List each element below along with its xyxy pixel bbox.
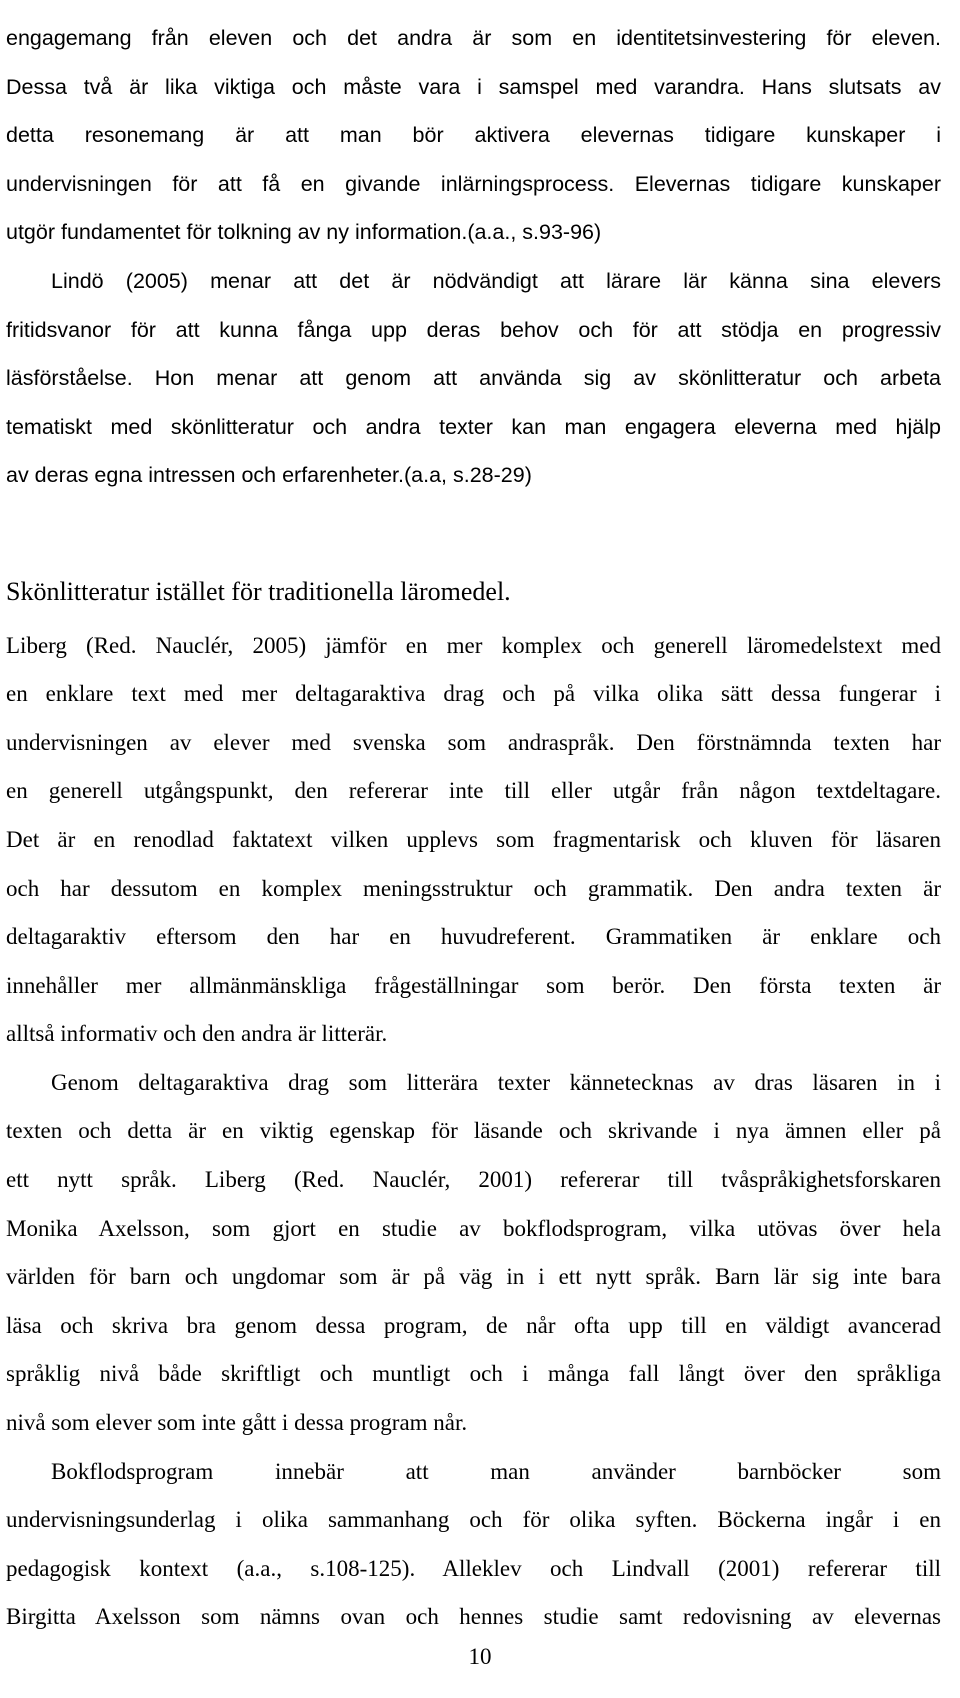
paragraph-1 xyxy=(6,14,941,257)
text-line: Genom deltagaraktiva drag som litterära texter kännetecknas av dras läsaren in i xyxy=(51,1069,941,1095)
text-line: och har dessutom en komplex meningsstruktur och grammatik. Den andra texten är xyxy=(6,875,941,901)
text-line: en generell utgångspunkt, den refererar inte till eller utgår från någon textdeltagare. xyxy=(6,778,941,804)
text-line: Lindö (2005) menar att det är nödvändigt att lärare lär känna sina elevers xyxy=(51,268,941,293)
paragraph-spacer xyxy=(6,500,941,549)
text-line: Dessa två är lika viktiga och måste vara i samspel med varandra. Hans slutsats av xyxy=(6,74,941,99)
text-line: ett nytt språk. Liberg (Red. Nauclér, 2001) refererar till tvåspråkighetsforskaren xyxy=(6,1167,941,1193)
text-line: läsa och skriva bra genom dessa program, de når ofta upp till en väldigt avancerad xyxy=(6,1312,941,1338)
text-line: utgör fundamentet för tolkning av ny information.(a.a., s.93-96) xyxy=(6,220,602,245)
text-line: alltså informativ och den andra är litterär. xyxy=(6,1021,388,1047)
text-line: nivå som elever som inte gått i dessa program når. xyxy=(6,1410,468,1436)
text-line: tematiskt med skönlitteratur och andra texter kan man engagera eleverna med hjälp xyxy=(6,414,941,439)
text-line: Birgitta Axelsson som nämns ovan och hennes studie samt redovisning av elevernas xyxy=(6,1604,941,1630)
paragraph-5 xyxy=(6,1448,941,1642)
text-line: pedagogisk kontext (a.a., s.108-125). Alleklev och Lindvall (2001) refererar till xyxy=(6,1555,941,1581)
text-line: Det är en renodlad faktatext vilken upplevs som fragmentarisk och kluven för läsaren xyxy=(6,826,941,852)
text-line: texten och detta är en viktig egenskap för läsande och skrivande i nya ämnen eller på xyxy=(6,1118,941,1144)
text-line: innehåller mer allmänmänskliga frågeställningar som berör. Den första texten är xyxy=(6,972,941,998)
text-line: undervisningsunderlag i olika sammanhang och för olika syften. Böckerna ingår i en xyxy=(6,1507,941,1533)
text-line: fritidsvanor för att kunna fånga upp deras behov och för att stödja en progressiv xyxy=(6,317,941,342)
text-line: Monika Axelsson, som gjort en studie av bokflodsprogram, vilka utövas över hela xyxy=(6,1215,941,1241)
text-line: Liberg (Red. Nauclér, 2005) jämför en mer komplex och generell läromedelstext med xyxy=(6,632,941,658)
paragraph-3 xyxy=(6,622,941,1059)
text-line: läsförståelse. Hon menar att genom att använda sig av skönlitteratur och arbeta xyxy=(6,366,941,391)
text-line: språklig nivå både skriftligt och muntligt och i många fall långt över den språkliga xyxy=(6,1361,941,1387)
text-line: Bokflodsprogram innebär att man använder barnböcker som xyxy=(51,1458,941,1484)
text-line: engagemang från eleven och det andra är som en identitetsinvestering för eleven. xyxy=(6,26,941,50)
text-line: undervisningen för att få en givande inlärningsprocess. Elevernas tidigare kunskaper xyxy=(6,171,941,196)
text-line: av deras egna intressen och erfarenheter.(a.a, s.28-29) xyxy=(6,463,532,488)
paragraph-4 xyxy=(6,1059,941,1448)
text-line: en enklare text med mer deltagaraktiva drag och på vilka olika sätt dessa fungerar i xyxy=(6,681,941,707)
page-number: 10 xyxy=(468,1644,492,1669)
text-line: deltagaraktiv eftersom den har en huvudreferent. Grammatiken är enklare och xyxy=(6,924,941,950)
text-line: detta resonemang är att man bör aktivera elevernas tidigare kunskaper i xyxy=(6,123,941,148)
text-line: världen för barn och ungdomar som är på väg in i ett nytt språk. Barn lär sig inte bara xyxy=(6,1264,941,1290)
body-text xyxy=(6,14,941,1642)
paragraph-2 xyxy=(6,257,941,500)
section-heading: Skönlitteratur istället för traditionella läromedel. xyxy=(6,576,511,606)
text-line: undervisningen av elever med svenska som andraspråk. Den förstnämnda texten har xyxy=(6,729,941,755)
